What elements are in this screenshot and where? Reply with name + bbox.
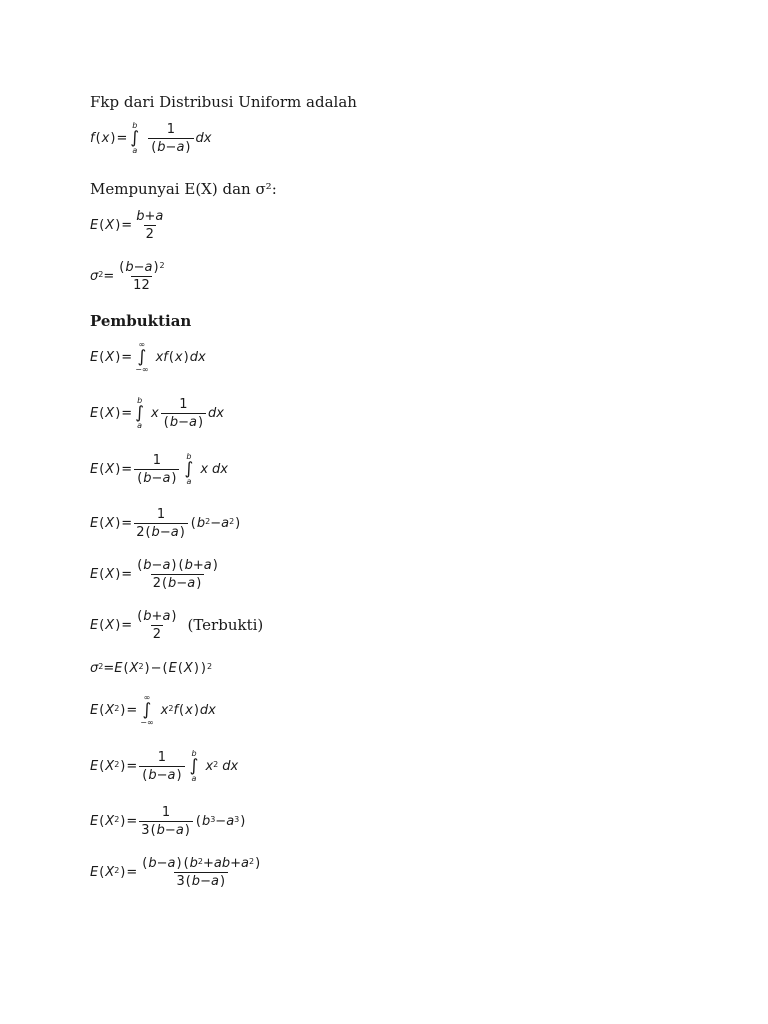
fraction: 1 2 ( b − a ) (134, 508, 188, 539)
mempunyai-text: Mempunyai E(X) dan σ²: (90, 180, 277, 198)
fraction: ( b − a ) ( b $^2$ + ab + a $^2$ ) 3 ( b − a ) (142, 856, 261, 889)
pembuktian-heading: Pembuktian (90, 312, 192, 330)
mean-equation: E ( X ) = b + a 2 (90, 209, 164, 242)
proof-step-7: E ( X $^2$ ) = ∞ ∫ −∞ x $^2$ f ( x ) dx (90, 693, 216, 727)
fraction: 1 ( b − a ) (134, 454, 179, 485)
integral-sign: ∞ ∫ −∞ (135, 340, 149, 374)
integral-sign: ∞ ∫ −∞ (140, 693, 154, 727)
proof-step-8: E ( X $^2$ ) = 1 ( b − a ) b ∫ a x $^2$ dx (90, 749, 239, 783)
variance-equation: σ $^2$ = ( b − a ) $^2$ 12 (90, 260, 165, 293)
fraction: b + a 2 (136, 209, 164, 242)
proof-step-5: E ( X ) = ( b − a ) ( b + a ) 2 ( b − a ) (90, 559, 223, 590)
proof-step-3: E ( X ) = 1 ( b − a ) b ∫ a x dx (90, 452, 228, 486)
proof-step-2: E ( X ) = b ∫ a x 1 ( b − a ) dx (90, 396, 224, 430)
fraction: ( b − a ) ( b + a ) 2 ( b − a ) (137, 558, 218, 591)
proof-step-9: E ( X $^2$ ) = 1 3 ( b − a ) ( b $^3$ − a $^3$ ) (90, 805, 246, 838)
fraction: 1 3 ( b − a ) (139, 806, 193, 837)
fraction: 1 ( b − a ) (148, 123, 193, 154)
fraction: 1 ( b − a ) (139, 751, 184, 782)
proof-step-6: E ( X ) = ( b + a ) 2 (Terbukti) (90, 609, 264, 642)
fraction: 1 ( b − a ) (161, 398, 206, 429)
integral-sign: b ∫ a (135, 396, 145, 430)
fraction: ( b − a ) $^2$ 12 (119, 260, 165, 293)
intro-text: Fkp dari Distribusi Uniform adalah (90, 93, 357, 111)
terbukti-text: (Terbukti) (187, 616, 264, 634)
pdf-equation: f ( x ) = b ∫ a 1 ( b − a ) dx (90, 121, 212, 155)
proof-step-4: E ( X ) = 1 2 ( b − a ) ( b $^2$ − a $^2$ ) (90, 507, 241, 540)
integral-sign: b ∫ a (184, 452, 194, 486)
proof-step-10: E ( X $^2$ ) = ( b − a ) ( b $^2$ + ab + a $^2$ ) 3 ( b − a ) (90, 857, 265, 888)
fraction: ( b + a ) 2 (137, 609, 177, 642)
proof-step-1: E ( X ) = ∞ ∫ −∞ x f ( x ) dx (90, 340, 206, 374)
integral-sign: b ∫ a (130, 121, 140, 155)
integral-sign: b ∫ a (189, 749, 199, 783)
variance-definition: σ $^2$ = E ( X $^2$ ) − ( E ( X ) ) $^2$ (90, 661, 213, 676)
